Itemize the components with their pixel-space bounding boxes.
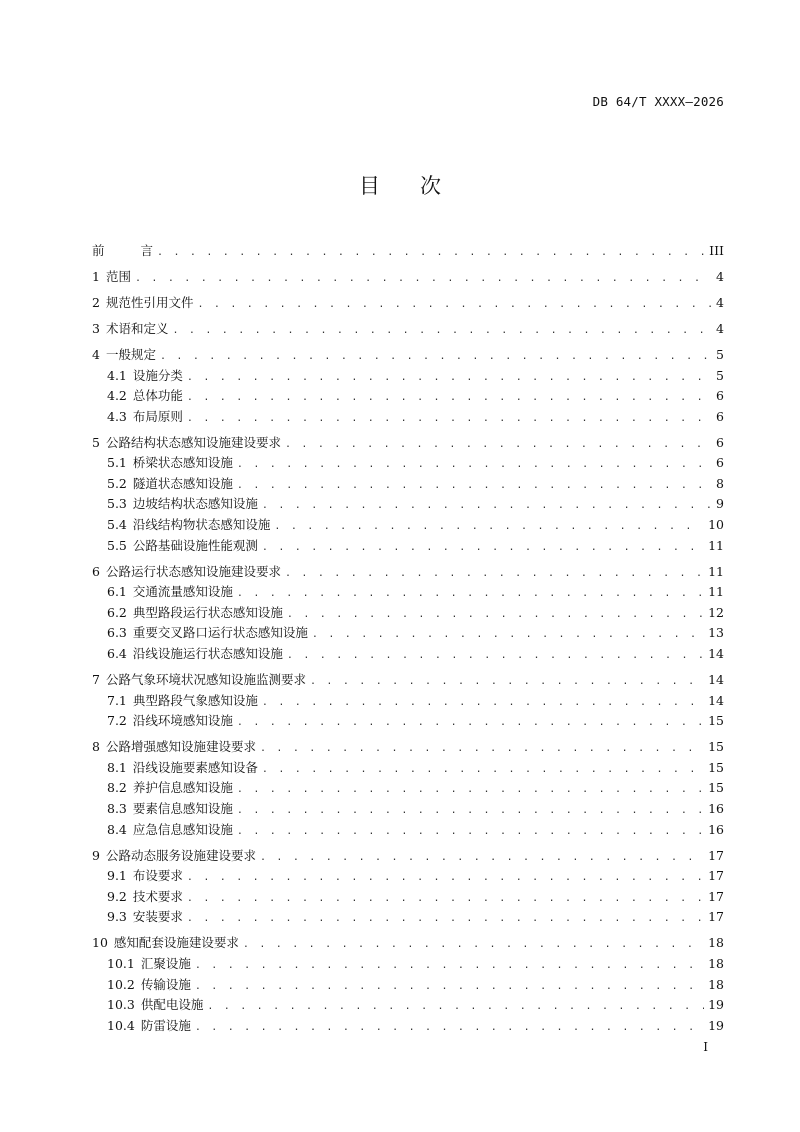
toc-leader-dots xyxy=(207,1001,704,1012)
toc-entry-page: 6 xyxy=(716,388,724,404)
toc-entry[interactable] xyxy=(92,758,724,779)
toc-entry-page: 18 xyxy=(708,976,724,992)
toc-leader-dots xyxy=(187,413,712,424)
toc-entry[interactable] xyxy=(92,846,724,867)
toc-leader-dots xyxy=(197,299,712,310)
toc-entry[interactable] xyxy=(92,345,724,366)
toc-leader-dots xyxy=(237,459,712,470)
page-number: I xyxy=(703,1040,708,1054)
toc-entry-title: 传输设施 xyxy=(140,976,191,992)
toc-leader-dots xyxy=(195,1022,704,1033)
toc-entry-number: 6.1 xyxy=(107,584,127,600)
toc-leader-dots xyxy=(172,325,712,336)
toc-entry-number: 6.4 xyxy=(107,646,127,662)
toc-leader-dots xyxy=(160,351,712,362)
toc-entry[interactable] xyxy=(92,582,724,603)
toc-entry[interactable] xyxy=(92,407,724,428)
toc-leader-dots xyxy=(237,717,704,728)
toc-entry-title: 范围 xyxy=(105,268,131,284)
toc-entry[interactable] xyxy=(92,975,724,996)
toc-entry-title: 典型路段气象感知设施 xyxy=(132,692,258,708)
toc-entry-title: 公路增强感知设施建设要求 xyxy=(105,739,256,755)
toc-entry-title: 要素信息感知设施 xyxy=(132,800,233,816)
toc-entry-title: 设施分类 xyxy=(132,367,183,383)
toc-entry-title: 总体功能 xyxy=(132,388,183,404)
toc-leader-dots xyxy=(187,372,712,383)
toc-entry-number: 7.1 xyxy=(107,692,127,708)
toc-leader-dots xyxy=(187,872,704,883)
toc-entry-page: 14 xyxy=(708,692,724,708)
toc-leader-dots xyxy=(260,743,704,754)
toc-leader-dots xyxy=(287,609,704,620)
toc-entry-page: 12 xyxy=(708,604,724,620)
toc-entry-number: 8.2 xyxy=(107,780,127,796)
toc-entry-page: 15 xyxy=(708,713,724,729)
toc-leader-dots xyxy=(287,650,704,661)
toc-entry-number: 10 xyxy=(92,935,108,951)
toc-leader-dots xyxy=(262,500,712,511)
toc-entry-page: 11 xyxy=(708,563,724,579)
toc-entry[interactable] xyxy=(92,623,724,644)
toc-entry-foreword[interactable] xyxy=(92,241,724,262)
toc-leader-dots xyxy=(237,480,712,491)
toc-entry-page: 6 xyxy=(716,455,724,471)
toc-entry-title: 公路运行状态感知设施建设要求 xyxy=(105,563,281,579)
toc-entry-number: 4.3 xyxy=(107,408,127,424)
toc-leader-dots xyxy=(237,784,704,795)
toc-entry-number: 9.1 xyxy=(107,868,127,884)
toc-leader-dots xyxy=(274,521,704,532)
toc-leader-dots xyxy=(260,852,704,863)
toc-entry-number: 8.1 xyxy=(107,759,127,775)
toc-leader-dots xyxy=(187,392,712,403)
toc-entry-number: 9.3 xyxy=(107,909,127,925)
toc-entry[interactable] xyxy=(92,799,724,820)
toc-entry-number: 1 xyxy=(92,268,100,284)
toc-entry-number: 5.3 xyxy=(107,496,127,512)
toc-entry-page: 17 xyxy=(708,847,724,863)
toc-entry-number: 10.4 xyxy=(107,1017,135,1033)
toc-entry-page: 15 xyxy=(708,759,724,775)
toc-entry-number: 10.3 xyxy=(107,997,135,1013)
toc-entry-title: 边坡结构状态感知设施 xyxy=(132,496,258,512)
toc-entry-title: 桥梁状态感知设施 xyxy=(132,455,233,471)
toc-entry-title: 公路动态服务设施建设要求 xyxy=(105,847,256,863)
toc-entry[interactable] xyxy=(92,1016,724,1037)
toc-entry-number: 6.2 xyxy=(107,604,127,620)
toc-entry-number: 9 xyxy=(92,847,100,863)
toc-entry-title: 防雷设施 xyxy=(140,1017,191,1033)
toc-entry[interactable] xyxy=(92,536,724,557)
toc-entry-page: 15 xyxy=(708,739,724,755)
toc-entry-page: III xyxy=(709,243,724,258)
toc-entry-title: 养护信息感知设施 xyxy=(132,780,233,796)
toc-entry-page: 9 xyxy=(716,496,724,512)
toc-entry[interactable] xyxy=(92,711,724,732)
toc-entry-title: 公路气象环境状况感知设施监测要求 xyxy=(105,672,306,688)
toc-entry[interactable] xyxy=(92,907,724,928)
toc-entry-number: 3 xyxy=(92,320,100,336)
toc-entry-page: 16 xyxy=(708,800,724,816)
toc-leader-dots xyxy=(285,439,712,450)
toc-leader-dots xyxy=(262,764,704,775)
toc-entry[interactable] xyxy=(92,562,724,583)
toc-entry-title: 沿线设施运行状态感知设施 xyxy=(132,646,283,662)
toc-entry-number: 4.2 xyxy=(107,388,127,404)
toc-entry-title: 前 言 xyxy=(92,243,154,258)
toc-leader-dots xyxy=(310,676,704,687)
toc-entry-page: 4 xyxy=(716,320,724,336)
toc-leader-dots xyxy=(135,273,712,284)
toc-entry-number: 4 xyxy=(92,346,100,362)
toc-entry-title: 技术要求 xyxy=(132,888,183,904)
toc-entry-number: 10.2 xyxy=(107,976,135,992)
toc-entry-title: 沿线结构物状态感知设施 xyxy=(132,517,271,533)
toc-leader-dots xyxy=(312,629,704,640)
toc-entry[interactable] xyxy=(92,691,724,712)
toc-entry-page: 17 xyxy=(708,868,724,884)
toc-entry-title: 规范性引用文件 xyxy=(105,294,194,310)
toc-title xyxy=(0,170,800,200)
toc-entry-title: 安装要求 xyxy=(132,909,183,925)
toc-entry-number: 5 xyxy=(92,434,100,450)
toc-entry-number: 5.2 xyxy=(107,475,127,491)
toc-leader-dots xyxy=(237,805,704,816)
toc-entry-page: 5 xyxy=(716,367,724,383)
toc-entry[interactable] xyxy=(92,820,724,841)
toc-entry-title: 应急信息感知设施 xyxy=(132,821,233,837)
toc-entry-number: 8.4 xyxy=(107,821,127,837)
toc-entry-page: 5 xyxy=(716,346,724,362)
table-of-contents xyxy=(92,241,724,1036)
toc-title-char-2: 次 xyxy=(420,174,441,198)
toc-entry-page: 14 xyxy=(708,646,724,662)
toc-leader-dots xyxy=(262,542,704,553)
toc-leader-dots xyxy=(237,826,704,837)
document-code: DB 64/T XXXX—2026 xyxy=(592,94,724,109)
toc-entry-title: 术语和定义 xyxy=(105,320,169,336)
toc-entry-title: 供配电设施 xyxy=(140,997,204,1013)
toc-leader-dots xyxy=(187,893,704,904)
toc-entry[interactable] xyxy=(92,433,724,454)
toc-entry[interactable] xyxy=(92,954,724,975)
toc-entry-title: 交通流量感知设施 xyxy=(132,584,233,600)
toc-entry-page: 14 xyxy=(708,672,724,688)
toc-entry[interactable] xyxy=(92,778,724,799)
toc-entry[interactable] xyxy=(92,644,724,665)
toc-entry[interactable] xyxy=(92,386,724,407)
toc-entry-title: 公路结构状态感知设施建设要求 xyxy=(105,434,281,450)
toc-entry-page: 18 xyxy=(708,955,724,971)
toc-entry-title: 重要交叉路口运行状态感知设施 xyxy=(132,625,308,641)
toc-entry-title: 沿线环境感知设施 xyxy=(132,713,233,729)
toc-entry[interactable] xyxy=(92,293,724,314)
toc-entry-page: 4 xyxy=(716,268,724,284)
toc-entry-page: 17 xyxy=(708,909,724,925)
toc-entry-number: 7.2 xyxy=(107,713,127,729)
toc-entry-number: 2 xyxy=(92,294,100,310)
toc-entry-page: 17 xyxy=(708,888,724,904)
toc-entry[interactable] xyxy=(92,737,724,758)
toc-leader-dots xyxy=(157,247,705,258)
toc-entry[interactable] xyxy=(92,267,724,288)
toc-entry-page: 4 xyxy=(716,294,724,310)
toc-entry-title: 感知配套设施建设要求 xyxy=(113,935,239,951)
toc-entry-number: 9.2 xyxy=(107,888,127,904)
toc-entry[interactable] xyxy=(92,515,724,536)
toc-entry-title: 隧道状态感知设施 xyxy=(132,475,233,491)
toc-entry-page: 18 xyxy=(708,935,724,951)
toc-leader-dots xyxy=(195,981,704,992)
toc-entry-page: 11 xyxy=(708,584,724,600)
toc-entry[interactable] xyxy=(92,933,724,954)
toc-entry-title: 公路基础设施性能观测 xyxy=(132,537,258,553)
toc-entry-title: 布局原则 xyxy=(132,408,183,424)
toc-entry-title: 典型路段运行状态感知设施 xyxy=(132,604,283,620)
toc-entry-number: 4.1 xyxy=(107,367,127,383)
toc-entry[interactable] xyxy=(92,453,724,474)
toc-entry[interactable] xyxy=(92,670,724,691)
toc-entry[interactable] xyxy=(92,887,724,908)
toc-leader-dots xyxy=(262,697,704,708)
toc-leader-dots xyxy=(243,939,704,950)
toc-entry-number: 8 xyxy=(92,739,100,755)
toc-entry-number: 7 xyxy=(92,672,100,688)
toc-entry-title: 汇聚设施 xyxy=(140,955,191,971)
toc-entry-page: 6 xyxy=(716,434,724,450)
toc-entry-number: 6.3 xyxy=(107,625,127,641)
toc-leader-dots xyxy=(285,568,704,579)
toc-entry[interactable] xyxy=(92,866,724,887)
toc-entry-number: 8.3 xyxy=(107,800,127,816)
toc-entry-page: 19 xyxy=(708,997,724,1013)
toc-entry-number: 5.5 xyxy=(107,537,127,553)
toc-leader-dots xyxy=(187,913,704,924)
toc-entry[interactable] xyxy=(92,603,724,624)
toc-entry-number: 6 xyxy=(92,563,100,579)
toc-entry-title: 布设要求 xyxy=(132,868,183,884)
toc-entry-page: 11 xyxy=(708,537,724,553)
toc-entry-title: 一般规定 xyxy=(105,346,156,362)
toc-entry-number: 5.4 xyxy=(107,517,127,533)
toc-entry[interactable] xyxy=(92,995,724,1016)
toc-entry[interactable] xyxy=(92,474,724,495)
toc-entry-page: 6 xyxy=(716,408,724,424)
toc-entry-page: 10 xyxy=(708,517,724,533)
toc-leader-dots xyxy=(195,960,704,971)
toc-entry-page: 8 xyxy=(716,475,724,491)
toc-entry[interactable] xyxy=(92,319,724,340)
toc-entry-page: 13 xyxy=(708,625,724,641)
toc-entry[interactable] xyxy=(92,366,724,387)
toc-entry-page: 15 xyxy=(708,780,724,796)
toc-leader-dots xyxy=(237,588,704,599)
toc-title-char-1: 目 xyxy=(359,174,380,198)
toc-entry[interactable] xyxy=(92,494,724,515)
toc-entry-page: 16 xyxy=(708,821,724,837)
toc-entry-title: 沿线设施要素感知设备 xyxy=(132,759,258,775)
toc-entry-number: 10.1 xyxy=(107,955,135,971)
toc-entry-number: 5.1 xyxy=(107,455,127,471)
toc-entry-page: 19 xyxy=(708,1017,724,1033)
